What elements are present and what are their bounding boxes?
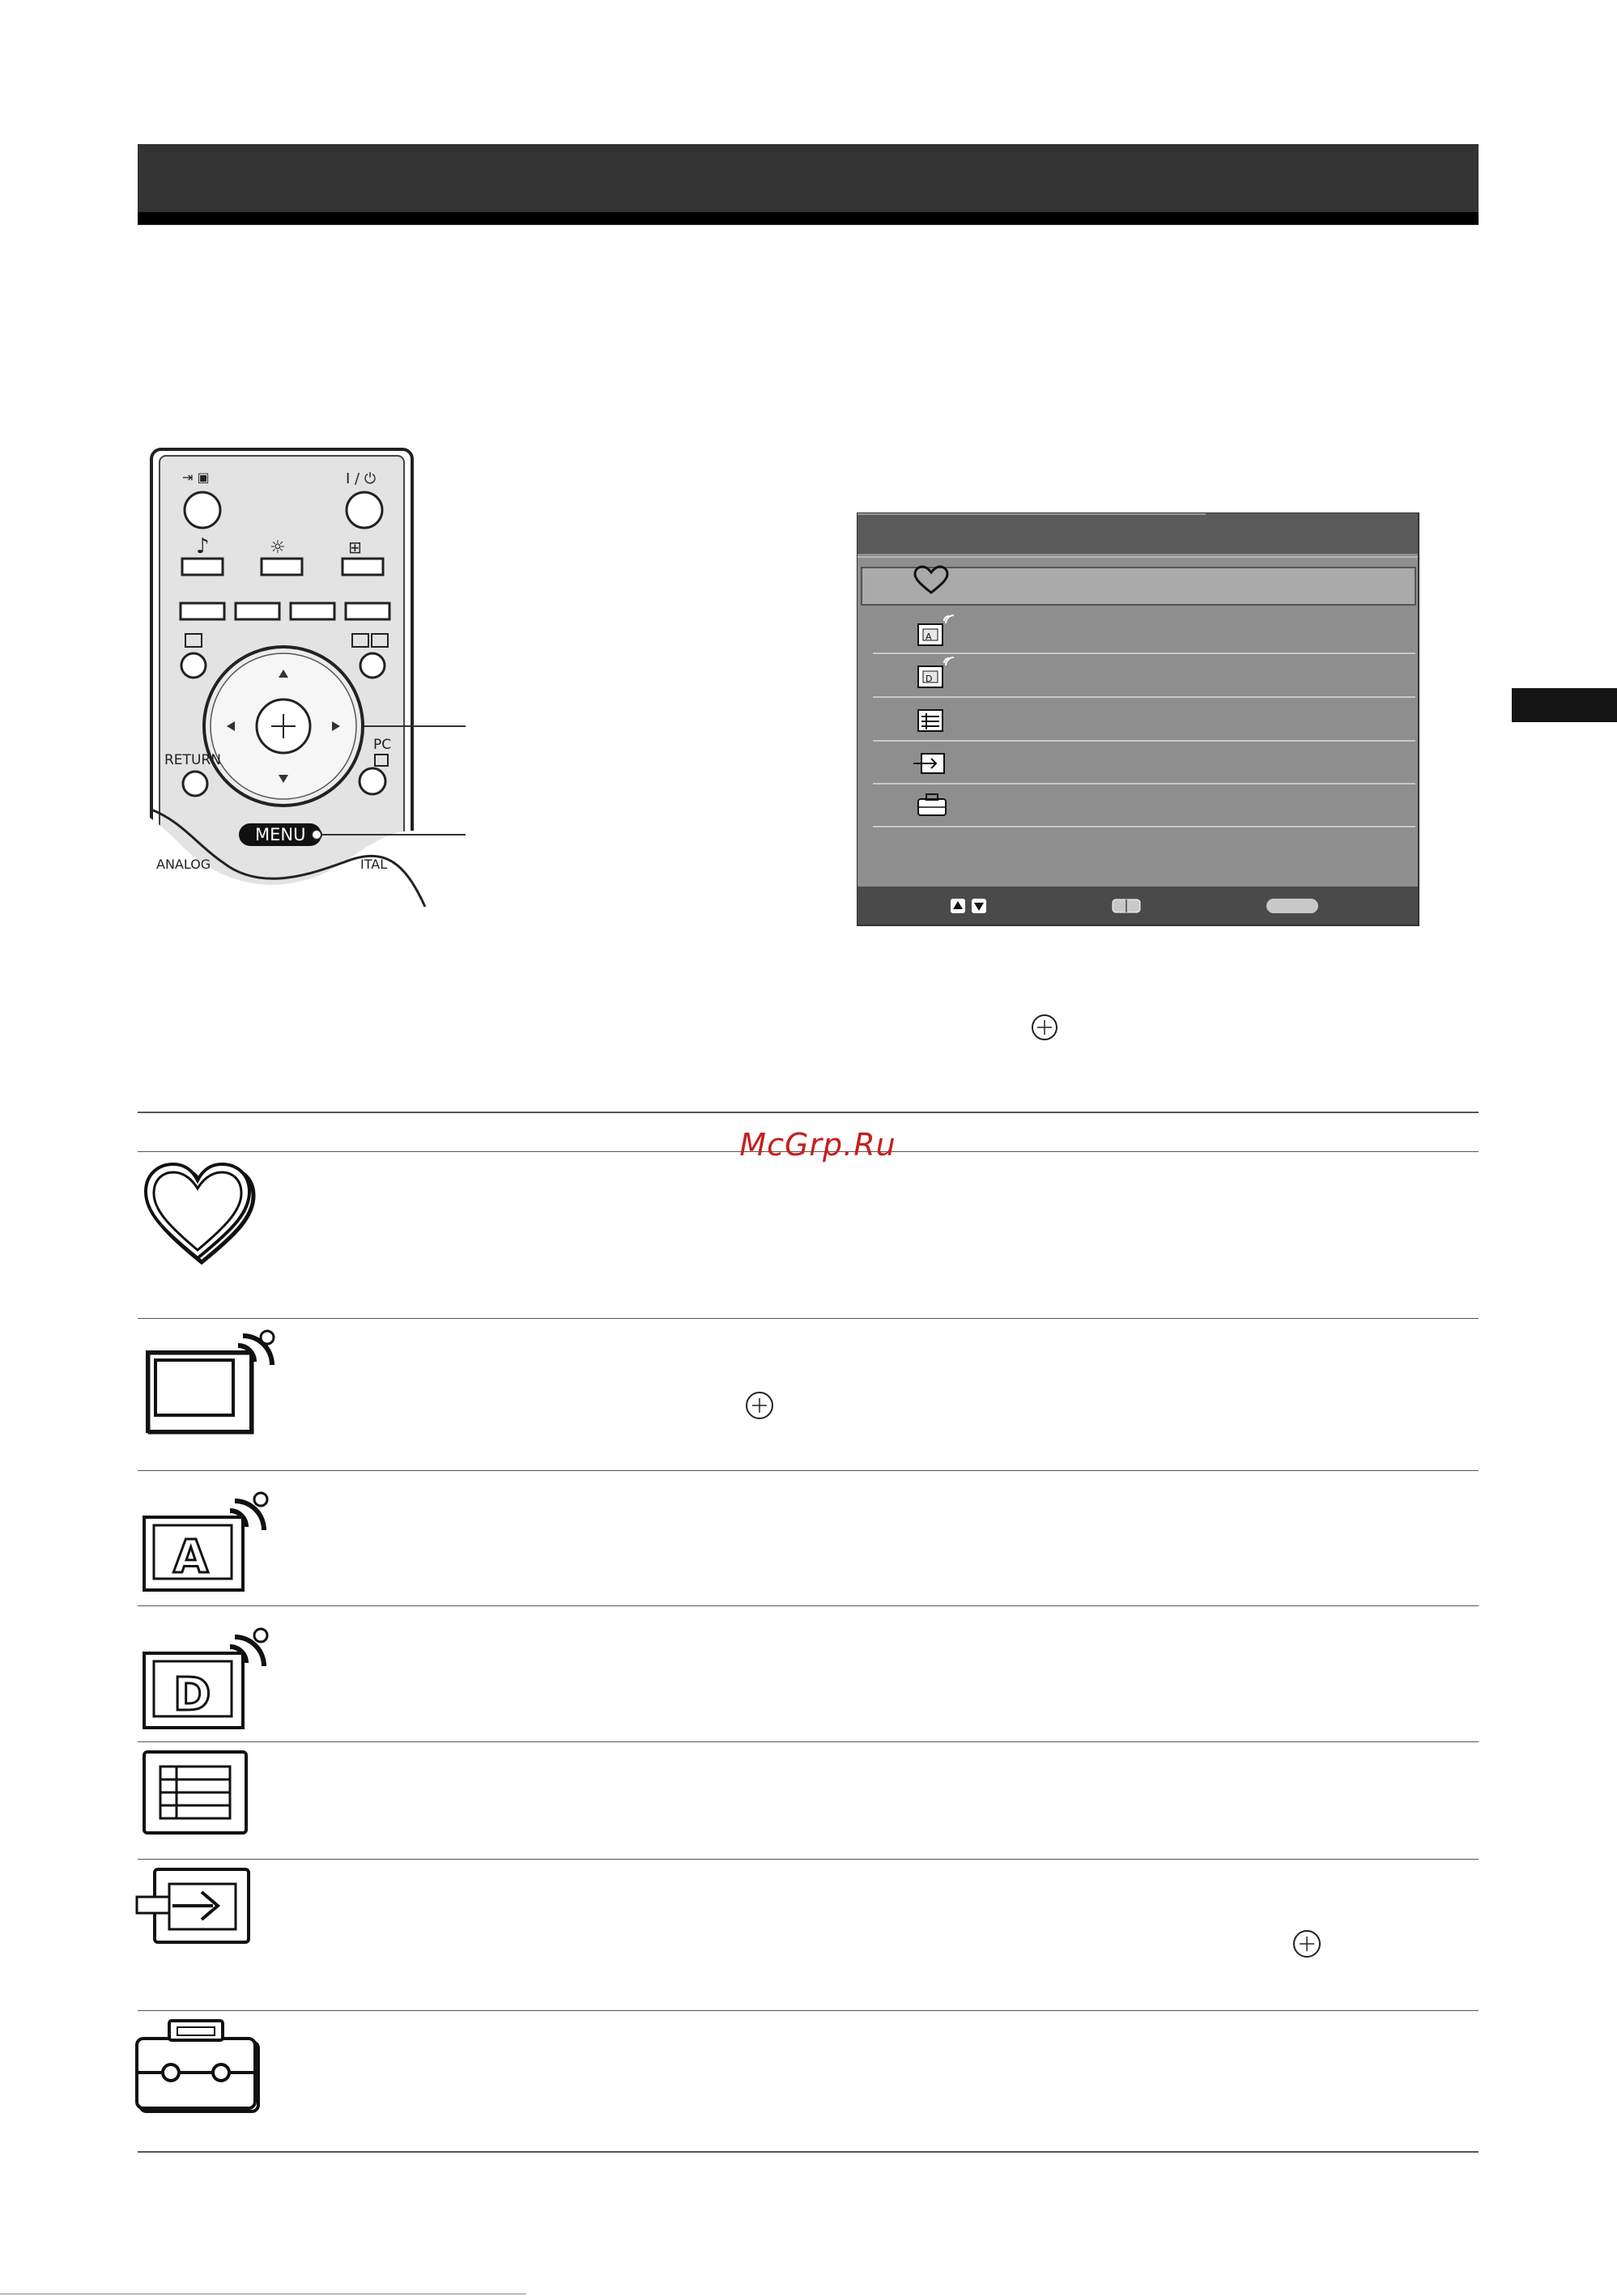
row-divider	[138, 2010, 1479, 2011]
menu-label: MENU	[255, 825, 306, 844]
header-bar-edge	[138, 212, 1479, 224]
teletext-button[interactable]	[181, 653, 206, 678]
svg-text:A: A	[173, 1531, 209, 1584]
pc-button[interactable]	[360, 768, 385, 794]
power-button[interactable]	[347, 492, 382, 528]
green-button[interactable]	[236, 603, 279, 619]
row-divider	[138, 1605, 1479, 1606]
yellow-button[interactable]	[291, 603, 334, 619]
music-note-icon: ♪	[196, 534, 210, 559]
ok-symbol-icon	[1031, 1014, 1058, 1041]
row-input-arrow-icon	[134, 1866, 255, 1947]
tv-menu-screen	[857, 512, 1420, 927]
sound-button[interactable]	[182, 559, 223, 575]
input-symbol-icon: ⇥ ▣	[182, 470, 210, 485]
digital-label: ITAL	[360, 857, 388, 872]
table-bottom-rule	[138, 2151, 1479, 2153]
ok-symbol-icon	[745, 1391, 774, 1420]
analog-label: ANALOG	[156, 857, 211, 872]
remote-control-illustration	[134, 441, 474, 927]
row-heart-icon	[139, 1159, 261, 1265]
row-analog-a-icon	[139, 1482, 285, 1597]
menu-title-bar	[857, 513, 1418, 554]
side-thumb-tab	[1512, 688, 1617, 722]
info-button[interactable]	[360, 653, 385, 678]
row-list-grid-icon	[139, 1749, 253, 1839]
row-divider	[138, 1318, 1479, 1319]
svg-text:D: D	[173, 1669, 211, 1721]
pc-label: PC	[373, 737, 392, 753]
picture-icon: ☼	[270, 538, 286, 558]
table-top-rule	[138, 1112, 1479, 1113]
menu-oval-icon	[1266, 899, 1318, 913]
row-divider	[138, 1741, 1479, 1742]
menu-item-favourites[interactable]	[862, 568, 1415, 605]
input-button[interactable]	[185, 492, 220, 528]
wide-button[interactable]	[343, 559, 383, 575]
wide-icon: ⊞	[348, 538, 362, 557]
row-tv-signal-icon	[139, 1328, 285, 1441]
red-button[interactable]	[181, 603, 224, 619]
menu-button[interactable]	[239, 823, 321, 846]
blue-button[interactable]	[346, 603, 389, 619]
return-button[interactable]	[183, 772, 207, 796]
row-divider	[138, 1859, 1479, 1860]
row-digital-d-icon	[139, 1616, 285, 1734]
row-toolbox-icon	[134, 2016, 263, 2117]
power-label: I / ⏻	[346, 470, 377, 487]
menu-item-programme-list[interactable]	[918, 710, 943, 731]
svg-text:D: D	[926, 674, 933, 684]
menu-callout-dot	[312, 830, 321, 840]
svg-text:A: A	[926, 631, 932, 642]
picture-button[interactable]	[262, 559, 302, 575]
return-label: RETURN	[164, 752, 221, 768]
row-divider	[138, 1470, 1479, 1471]
watermark: McGrp.Ru	[739, 1127, 896, 1163]
ok-symbol-icon	[1292, 1929, 1321, 1958]
